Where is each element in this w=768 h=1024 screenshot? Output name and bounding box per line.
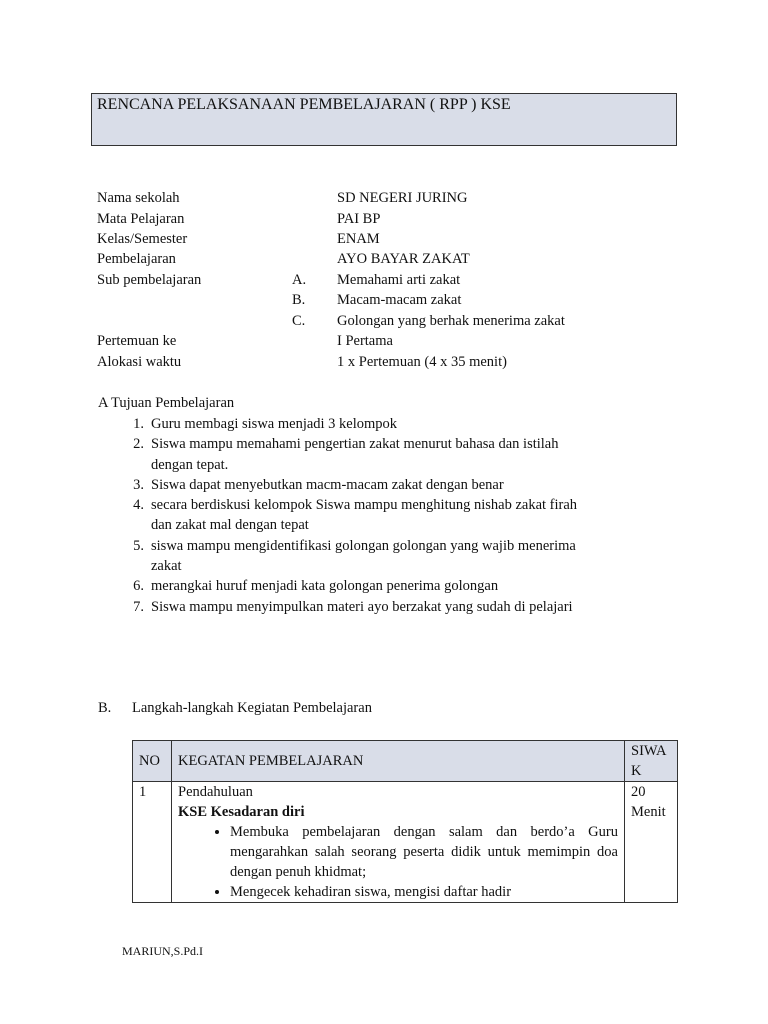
item-number: 2.	[133, 436, 144, 453]
label-nama-sekolah: Nama sekolah	[97, 190, 180, 206]
item-text: merangkai huruf menjadi kata golongan penerima golongan	[151, 578, 499, 595]
value-mata-pelajaran: PAI BP	[337, 211, 381, 227]
activities-table	[132, 740, 678, 903]
item-text: siswa mampu mengidentifikasi golongan golongan yang wajib menerima zakat	[151, 537, 576, 575]
header-kegiatan: KEGATAN PEMBELAJARAN	[172, 741, 625, 782]
value-pembelajaran: AYO BAYAR ZAKAT	[337, 251, 470, 267]
cell-waktu: 20 Menit	[625, 782, 678, 903]
activity-list	[178, 822, 618, 902]
label-kelas-semester: Kelas/Semester	[97, 231, 188, 247]
value-alokasi: 1 x Pertemuan (4 x 35 menit)	[337, 354, 507, 370]
cell-kegiatan	[172, 782, 625, 903]
label-pertemuan: Pertemuan ke	[97, 333, 177, 349]
value-kelas-semester: ENAM	[337, 231, 380, 247]
item-text: Guru membagi siswa menjadi 3 kelompok	[151, 416, 398, 432]
item-number: 5.	[133, 537, 144, 554]
list-item	[115, 495, 595, 536]
label-pembelajaran: Pembelajaran	[97, 251, 176, 267]
header-waktu: SIWAK	[625, 741, 678, 782]
cell-no: 1	[133, 782, 172, 903]
label-alokasi: Alokasi waktu	[97, 354, 182, 370]
footer-author: MARIUN,S.Pd.I	[122, 944, 204, 958]
objectives-list	[115, 414, 595, 617]
value-pertemuan: I Pertama	[337, 333, 393, 349]
label-sub-pembelajaran: Sub pembelajaran	[97, 272, 202, 288]
item-number: 6.	[133, 578, 144, 595]
phase-label: Pendahuluan	[178, 784, 253, 800]
item-text: Siswa dapat menyebutkan macm-macam zakat dengan benar	[151, 476, 504, 493]
sub-item-mark: B.	[292, 292, 306, 308]
kse-label: KSE Kesadaran diri	[178, 804, 305, 820]
header-no: NO	[133, 741, 172, 782]
item-number: 4.	[133, 497, 144, 514]
sub-item-text: Golongan yang berhak menerima zakat	[337, 313, 565, 329]
sub-item-text: Memahami arti zakat	[337, 272, 461, 288]
list-item: • Mengecek kehadiran siswa, mengisi daftar hadir	[230, 882, 618, 902]
list-item	[115, 414, 595, 434]
section-b-mark: B.	[98, 700, 112, 716]
table-row	[133, 782, 678, 903]
sub-item-text: Macam-macam zakat	[337, 292, 462, 308]
item-number: 3.	[133, 476, 144, 493]
label-mata-pelajaran: Mata Pelajaran	[97, 211, 185, 227]
item-number: 1.	[133, 416, 144, 432]
list-item	[115, 536, 595, 577]
sub-item-mark: C.	[292, 313, 306, 329]
list-item	[115, 434, 595, 475]
sub-item-mark: A.	[292, 272, 307, 288]
value-nama-sekolah: SD NEGERI JURING	[337, 190, 468, 206]
list-item	[115, 576, 595, 596]
document-title: RENCANA PELAKSANAAN PEMBELAJARAN ( RPP ) KSE	[91, 93, 677, 146]
item-text: Siswa mampu memahami pengertian zakat menurut bahasa dan istilah dengan tepat.	[151, 436, 559, 473]
list-item: • Membuka pembelajaran dengan salam dan berdo’a Guru mengarahkan salah seorang peserta didik untuk memimpin doa dengan penuh khidmat;	[230, 822, 618, 882]
item-text: Siswa mampu menyimpulkan materi ayo berzakat yang sudah di pelajari	[151, 598, 573, 615]
section-b-heading: Langkah-langkah Kegiatan Pembelajaran	[132, 700, 372, 716]
table-header-row	[133, 741, 678, 782]
item-number: 7.	[133, 598, 144, 615]
list-item	[115, 597, 595, 617]
section-a-heading: A Tujuan Pembelajaran	[98, 395, 235, 411]
list-item	[115, 475, 595, 495]
item-text: secara berdiskusi kelompok Siswa mampu menghitung nishab zakat firah dan zakat mal dengan tepat	[151, 497, 578, 534]
